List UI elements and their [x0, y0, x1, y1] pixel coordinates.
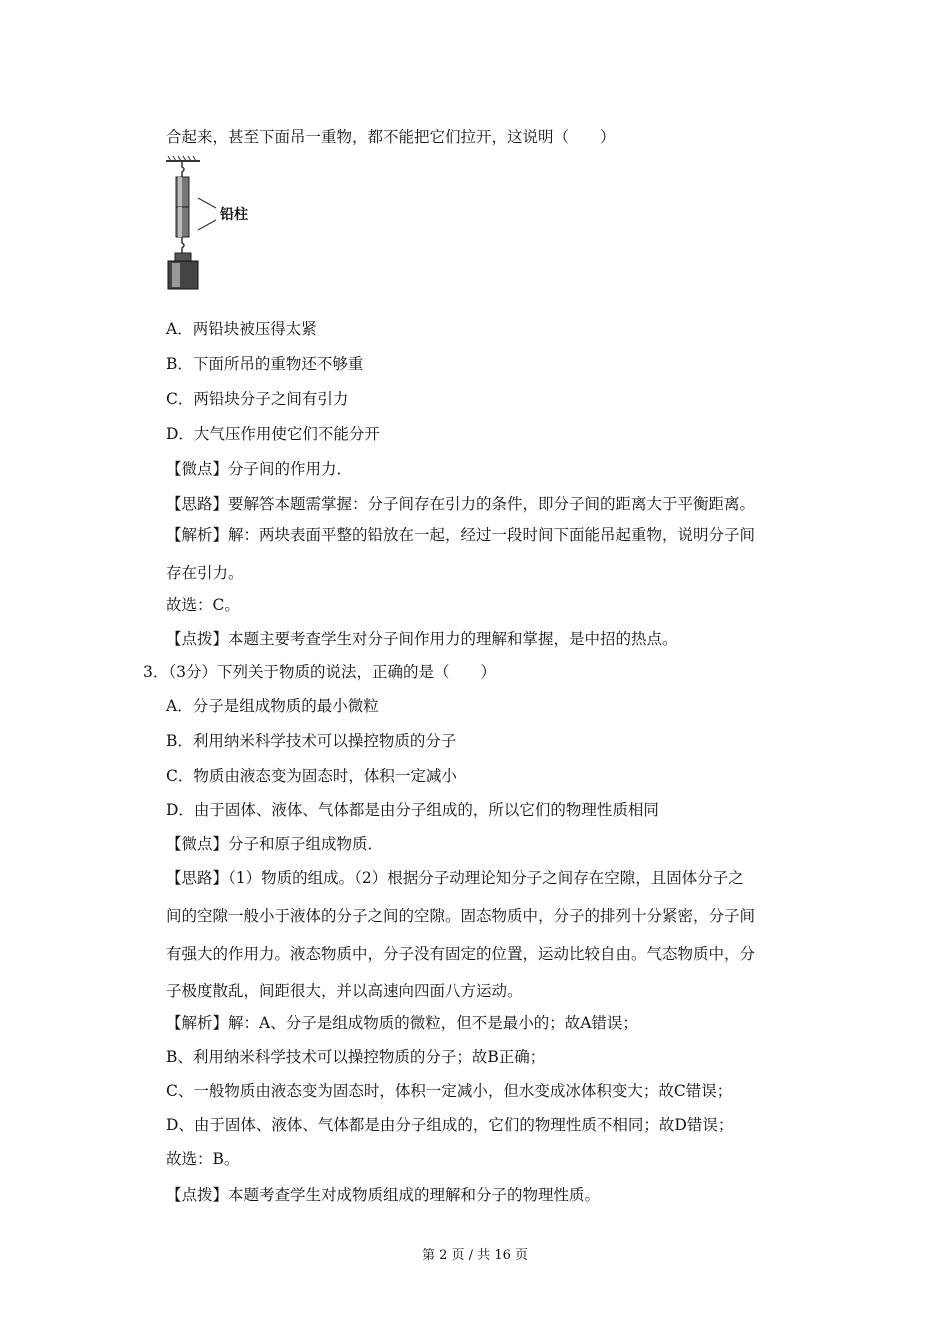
- q3-point: 【微点】分子和原子组成物质．: [166, 835, 384, 853]
- ceiling-hatch: [166, 156, 200, 161]
- q3-analysis-line-1: 【解析】解：A、分子是组成物质的微粒，但不是最小的；故A错误；: [166, 1014, 638, 1032]
- q2-option-a: A．两铅块被压得太紧: [166, 320, 317, 338]
- q2-comment: 【点拨】本题主要考查学生对分子间作用力的理解和掌握，是中招的热点。: [166, 630, 678, 648]
- q2-answer: 故选：C。: [166, 596, 240, 614]
- q3-idea-line-3: 有强大的作用力。液态物质中，分子没有固定的位置，运动比较自由。气态物质中，分: [166, 945, 756, 963]
- lead-cylinder-label: 铅柱: [220, 207, 248, 223]
- q3-stem: 3．（3分）下列关于物质的说法，正确的是（ ）: [143, 663, 496, 681]
- q2-stem-tail: 合起来，甚至下面吊一重物，都不能把它们拉开，这说明（ ）: [166, 128, 616, 146]
- q3-option-d: D．由于固体、液体、气体都是由分子组成的，所以它们的物理性质相同: [166, 801, 659, 819]
- q3-analysis-line-4: D、由于固体、液体、气体都是由分子组成的，它们的物理性质不相同；故D错误；: [166, 1116, 734, 1134]
- page-footer: 第 2 页 / 共 16 页: [422, 1248, 528, 1263]
- q2-analysis-line-2: 存在引力。: [166, 564, 244, 582]
- q2-option-c: C．两铅块分子之间有引力: [166, 390, 349, 408]
- q3-analysis-line-2: B、利用纳米科学技术可以操控物质的分子；故B正确；: [166, 1048, 546, 1066]
- q2-point: 【微点】分子间的作用力．: [166, 460, 353, 478]
- q2-option-b: B．下面所吊的重物还不够重: [166, 355, 364, 373]
- hanging-weight: [175, 253, 191, 261]
- q3-idea-line-4: 子极度散乱，间距很大，并以高速向四面八方运动。: [166, 982, 523, 1000]
- q3-analysis-line-3: C、一般物质由液态变为固态时，体积一定减小，但水变成冰体积变大；故C错误；: [166, 1082, 733, 1100]
- q3-option-b: B．利用纳米科学技术可以操控物质的分子: [166, 732, 457, 750]
- q2-analysis-line-1: 【解析】解：两块表面平整的铅放在一起，经过一段时间下面能吊起重物，说明分子间: [166, 526, 756, 544]
- q3-idea-line-2: 间的空隙一般小于液体的分子之间的空隙。固态物质中，分子的排列十分紧密，分子间: [166, 907, 756, 925]
- q3-answer: 故选：B。: [166, 1150, 240, 1168]
- q2-option-d: D．大气压作用使它们不能分开: [166, 425, 380, 443]
- lower-lead-cylinder: [176, 207, 189, 237]
- q3-idea-line-1: 【思路】（1）物质的组成。（2）根据分子动理论知分子之间存在空隙，且固体分子之: [166, 869, 744, 887]
- upper-lead-cylinder: [176, 177, 189, 207]
- q3-comment: 【点拨】本题考查学生对成物质组成的理解和分子的物理性质。: [166, 1186, 601, 1204]
- q2-idea: 【思路】要解答本题需掌握：分子间存在引力的条件，即分子间的距离大于平衡距离。: [166, 495, 756, 513]
- q3-option-a: A．分子是组成物质的最小微粒: [166, 697, 379, 715]
- lead-cylinder-figure: [160, 155, 260, 295]
- q3-option-c: C．物质由液态变为固态时，体积一定减小: [166, 767, 457, 785]
